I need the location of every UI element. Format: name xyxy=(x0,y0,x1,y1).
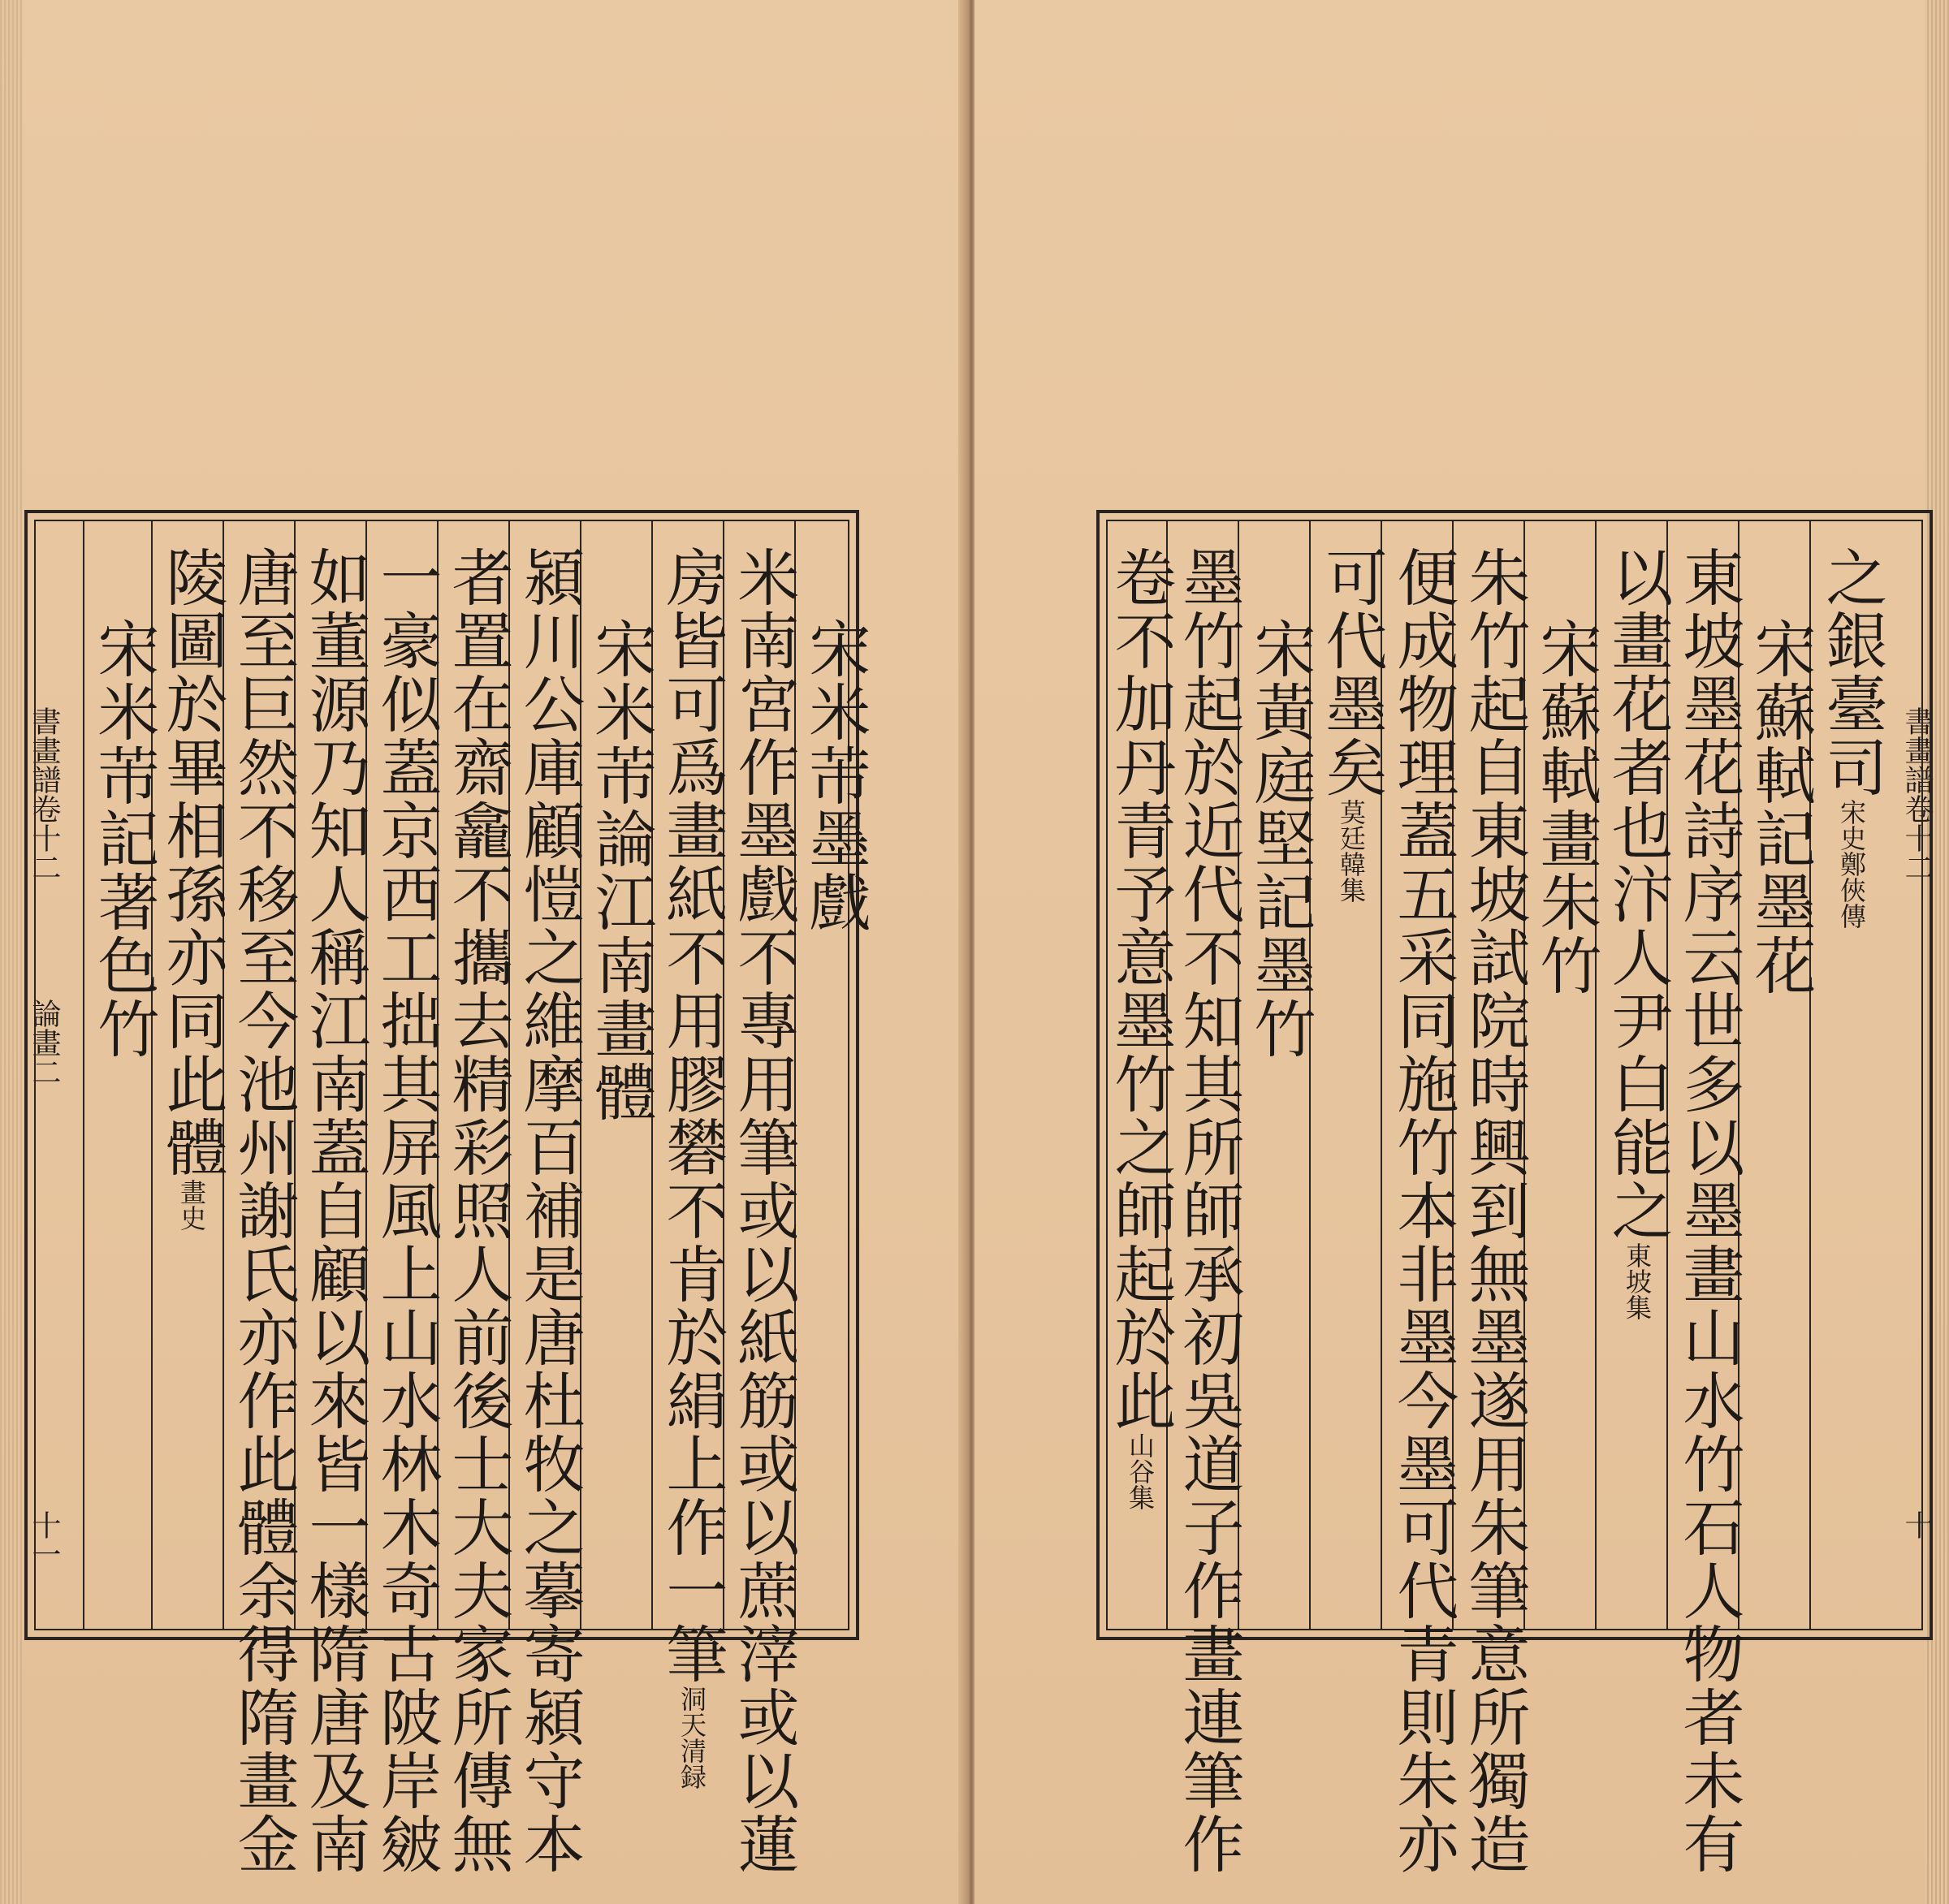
text-column-9: 宋黃庭堅記墨竹 xyxy=(1244,617,1316,1060)
text-column-5: 宋蘇軾畫朱竹 xyxy=(1530,617,1602,997)
text-column-5: 潁川公庫顧愷之維摩百補是唐杜牧之摹寄潁守本 xyxy=(513,546,586,1876)
source-note: 畫史 xyxy=(176,1179,207,1231)
source-note: 山谷集 xyxy=(1125,1432,1156,1510)
text-column-11: 卷不加丹青予意墨竹之師起於此山谷集 xyxy=(1104,546,1177,1510)
left-page-number: 十一 xyxy=(28,1510,61,1569)
text-column-9: 唐至巨然不移至今池州謝氏亦作此體余得隋畫金 xyxy=(227,546,300,1876)
text-column-11: 宋米芾記著色竹 xyxy=(88,617,160,1060)
text-column-6: 者置在齋龕不攜去精彩照人前後士大夫家所傳無 xyxy=(442,546,514,1876)
source-note: 宋史鄭俠傳 xyxy=(1836,799,1867,929)
right-text-block xyxy=(1096,510,1933,1876)
text-column-3: 東坡墨花詩序云世多以墨畫山水竹石人物者未有 xyxy=(1673,546,1745,1876)
left-margin-section: 論畫二 xyxy=(28,999,61,1086)
text-column-2: 米南宮作墨戲不專用筆或以紙筋或以蔗滓或以蓮 xyxy=(728,546,800,1876)
page-edge-left xyxy=(0,0,23,1904)
text-column-7: 一豪似蓋京西工拙其屏風上山水林木奇古陂岸皴 xyxy=(370,546,443,1876)
right-page-number: 十 xyxy=(1900,1510,1934,1539)
text-column-4: 以畫花者也汴人尹白能之東坡集 xyxy=(1601,546,1674,1320)
source-note: 洞天清録 xyxy=(676,1686,707,1790)
text-column-6: 朱竹起自東坡試院時興到無墨遂用朱筆意所獨造 xyxy=(1459,546,1531,1876)
text-column-3: 房皆可爲畫紙不用膠礬不肯於絹上作一筆洞天清録 xyxy=(656,546,728,1790)
left-text-block xyxy=(24,510,871,1876)
text-column-2: 宋蘇軾記墨花 xyxy=(1744,617,1817,997)
source-note: 莫廷韓集 xyxy=(1336,799,1367,903)
text-column-4: 宋米芾論江南畫體 xyxy=(585,617,657,1124)
source-note: 東坡集 xyxy=(1622,1242,1653,1320)
left-page xyxy=(0,0,966,1904)
text-column-10: 墨竹起於近代不知其所師承初吳道子作畫連筆作 xyxy=(1173,546,1245,1876)
text-column-1: 之銀臺司宋史鄭俠傳 xyxy=(1816,546,1888,929)
text-column-8: 可代墨矣莫廷韓集 xyxy=(1316,546,1388,903)
right-page xyxy=(974,0,1949,1904)
text-column-8: 如董源乃知人稱江南蓋自顧以來皆一樣隋唐及南 xyxy=(299,546,371,1876)
left-margin-title: 書畫譜卷十二 xyxy=(28,706,61,882)
text-column-10: 陵圖於畢相孫亦同此體畫史 xyxy=(156,546,228,1231)
column-rule xyxy=(83,520,84,1630)
right-margin-title: 書畫譜卷十二 xyxy=(1900,706,1934,882)
text-column-7: 便成物理蓋五采同施竹本非墨今墨可代青則朱亦 xyxy=(1387,546,1459,1876)
text-column-1: 宋米芾墨戲 xyxy=(799,617,871,934)
